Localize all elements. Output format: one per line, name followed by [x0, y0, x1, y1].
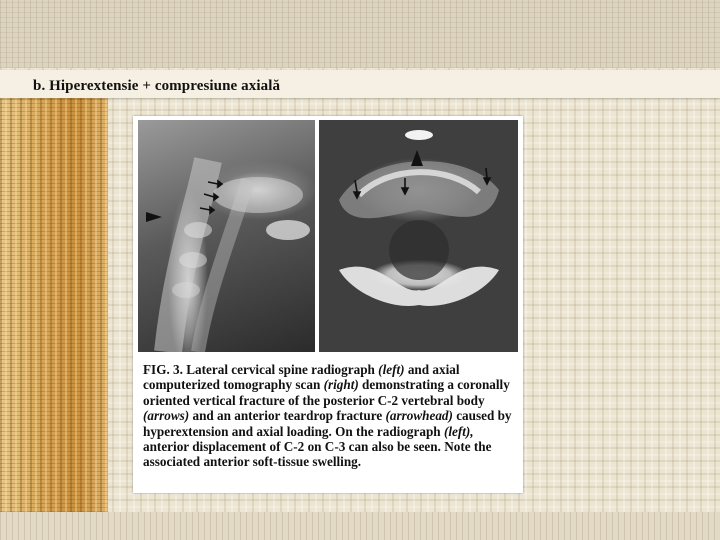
caption-italic-right: (right) — [323, 377, 359, 393]
radiograph-drawing — [138, 120, 315, 352]
caption-text-5: caused by hyperextension and axial loading. On the radiograph — [143, 408, 512, 439]
figure-label: FIG. 3. — [143, 362, 183, 377]
header-band — [0, 0, 720, 68]
figure-images — [138, 120, 518, 352]
caption-italic-arrows: (arrows) — [143, 408, 190, 424]
figure-panel — [133, 116, 523, 493]
caption-italic-left: (left) — [378, 362, 405, 377]
caption-italic-arrowhead: (arrowhead) — [385, 408, 453, 424]
caption-text-2: and axial computerized tomography scan — [143, 362, 460, 393]
caption-text-3: demonstrating a coronally oriented vertical fracture of the posterior C-2 vertebral body — [143, 377, 510, 408]
arrowhead-marker — [146, 212, 162, 222]
left-decorative-band — [0, 95, 108, 540]
lateral-radiograph-image — [138, 120, 315, 352]
axial-ct-image — [319, 120, 518, 352]
caption-italic-left-2: (left), — [443, 423, 474, 439]
caption-text-4: and an anterior teardrop fracture — [189, 408, 386, 424]
ct-drawing — [319, 120, 518, 352]
ct-arrowhead-marker — [411, 150, 423, 166]
caption-text-6: anterior displacement of C-2 on C-3 can also be seen. Note the associated anterior soft-tissue swelling. — [143, 439, 492, 470]
caption-text-1: Lateral cervical spine radiograph — [186, 362, 379, 377]
slide-title: b. Hiperextensie + compresiune axială — [33, 78, 281, 94]
footer-band — [0, 512, 720, 540]
figure-caption — [143, 362, 517, 470]
